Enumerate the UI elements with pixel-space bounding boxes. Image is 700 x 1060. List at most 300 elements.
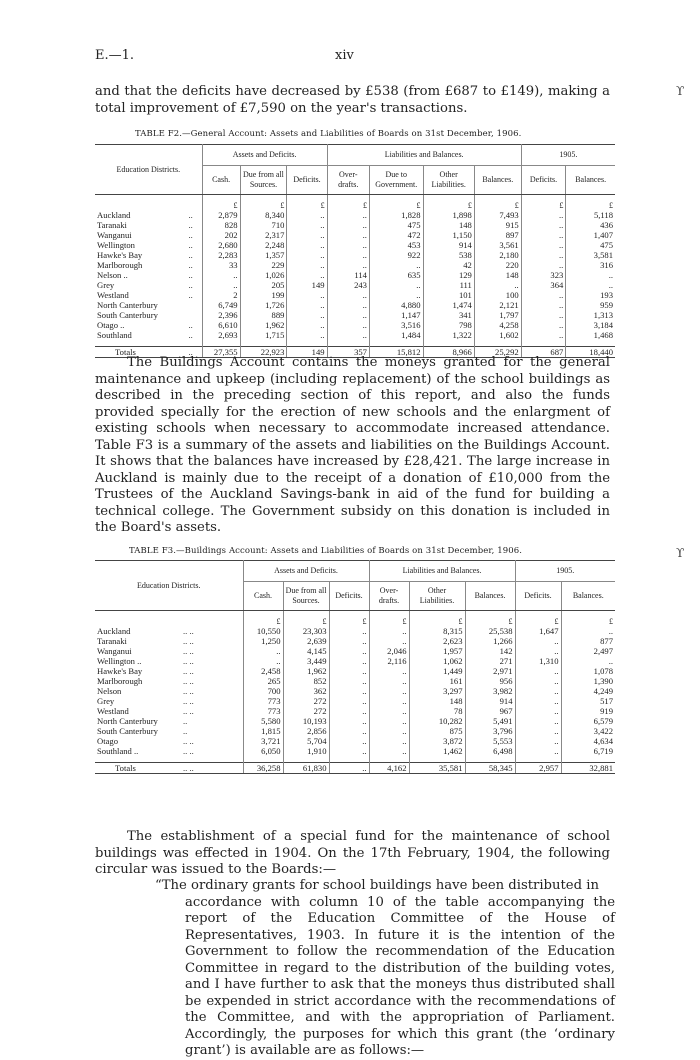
table-f3-value-cell: 6,719 [593,745,613,756]
table-f3-value-cell: 1,815 [243,726,283,736]
table-f2-leader-dots: .. [187,320,203,330]
table-f3-value-cell: 362 [283,686,329,696]
table-f3-col-cash: Cash. [243,581,283,610]
table-f2-leader-dots: .. [187,330,203,347]
table-f3-district-name: Westland [97,705,129,716]
table-f3-value-cell: 5,580 [243,716,283,726]
table-f2-value-cell: 1,468 [593,329,613,340]
table-f2-total-cell: 687 [521,346,566,357]
table-f2-1905-header: 1905. [521,145,615,166]
table-f3-leader-dots: .. .. [181,636,243,646]
table-f2-unit-cell: £ [609,200,613,210]
table-f3-value-cell: 1,062 [409,656,465,666]
table-f3-col-1905-deficits: Deficits. [515,581,561,610]
table-f2-value-cell: 635 [369,270,423,280]
table-f2-total-cell: 357 [327,346,369,357]
table-f2-value-cell: 1,484 [369,330,423,347]
table-f3-value-cell: 3,422 [593,725,613,736]
table-f2-value-cell: 2,121 [474,300,521,310]
table-f2-value-cell: .. [521,230,566,240]
table-f3-value-cell: .. [329,666,369,676]
table-f3-total-cell: 2,957 [515,762,561,773]
table-f3-value-cell: 161 [409,676,465,686]
table-f2-value-cell: 2,693 [202,330,240,347]
table-f3-value-cell: 23,303 [283,626,329,636]
table-f2-district-name: Hawke's Bay [97,249,143,260]
table-f2-value-cell: .. [327,230,369,240]
table-f2-value-cell: 1,026 [240,270,287,280]
table-f3-row [95,676,615,686]
table-f3-value-cell: .. [329,626,369,636]
table-f2-unit-cell: £ [369,194,423,210]
table-f2-value-cell: 3,184 [593,319,613,330]
table-f3-value-cell: .. [515,736,561,746]
table-f2-value-cell: .. [327,330,369,347]
table-f2-value-cell: 42 [423,260,474,270]
table-f2-value-cell: 220 [474,260,521,270]
table-f2-unit-cell: £ [287,194,327,210]
table-f3-value-cell: 914 [465,696,515,706]
table-f3-leader-dots: .. .. [181,706,243,716]
table-f2-district-name: Wellington [97,239,135,250]
table-f2-value-cell: 1,828 [369,210,423,220]
table-f2-value-cell: 6,610 [202,320,240,330]
table-f2-row [95,330,615,347]
table-f2-value-cell: .. [327,210,369,220]
table-f3-value-cell: .. [369,666,409,676]
table-f3-value-cell: 1,266 [465,636,515,646]
table-f2-value-cell: 2 [202,290,240,300]
table-f2-value-cell: .. [369,290,423,300]
table-f3-value-cell: 773 [243,706,283,716]
table-f2-value-cell: 897 [474,230,521,240]
table-f2-value-cell: 4,880 [369,300,423,310]
table-f2-row [95,290,615,300]
table-f3-unit-cell: £ [329,610,369,626]
table-f2-value-cell: 101 [423,290,474,300]
table-f3-value-cell: 956 [465,676,515,686]
circular-quote [95,878,615,1060]
table-f3-leader-dots: .. .. [181,666,243,676]
table-f2-value-cell: .. [521,310,566,320]
table-f3-leader-dots: .. .. [181,626,243,636]
table-f3-value-cell: 2,856 [283,726,329,736]
table-f3-value-cell: 271 [465,656,515,666]
table-f2-row [95,250,615,260]
table-f3-value-cell: .. [515,676,561,686]
table-f2-value-cell: .. [202,280,240,290]
table-f2-value-cell: 889 [240,310,287,320]
table-f2-liabilities-header: Liabilities and Balances. [327,145,521,166]
table-f3-row [95,626,615,636]
table-f2-totals-dots: .. [187,346,203,357]
table-f2-value-cell: .. [287,230,327,240]
table-f3-col-overdrafts: Over-drafts. [369,581,409,610]
table-f2-row [95,310,615,320]
table-f3-value-cell: 1,310 [515,656,561,666]
table-f3-unit-cell: £ [283,610,329,626]
table-f3-total-cell: 32,881 [561,762,615,773]
table-f3-value-cell: 6,579 [593,715,613,726]
table-f3-value-cell: .. [329,726,369,736]
table-f3-value-cell: .. [515,646,561,656]
table-f2-value-cell: .. [287,220,327,230]
table-f3-value-cell: 10,193 [283,716,329,726]
table-f2-row [95,270,615,280]
table-f2-leader-dots: .. [187,240,203,250]
table-f2-value-cell: .. [327,290,369,300]
table-f2-value-cell: 7,493 [474,210,521,220]
table-f3-value-cell: .. [329,736,369,746]
table-f3-value-cell: .. [329,706,369,716]
table-f2-unit-cell: £ [474,194,521,210]
table-f3-leader-dots: .. .. [181,736,243,746]
table-f3-value-cell: .. [369,636,409,646]
table-f3-value-cell: 2,971 [465,666,515,676]
table-f2-leader-dots [187,310,203,320]
table-f2-value-cell: .. [327,260,369,270]
table-f3-total-cell: 35,581 [409,762,465,773]
table-f3-value-cell: .. [329,686,369,696]
table-f2-value-cell: .. [287,300,327,310]
table-f3-leader-dots: .. [181,716,243,726]
table-f2-value-cell: 193 [600,289,613,300]
table-f3-unit-cell: £ [609,616,613,626]
table-f2-value-cell: 1,357 [240,250,287,260]
table-f2-col-due-to-govt: Due to Government. [369,165,423,194]
table-f3-unit-cell: £ [515,610,561,626]
table-f2-value-cell: 922 [369,250,423,260]
table-f2-caption: TABLE F2.—General Account: Assets and Liabilities of Boards on 31st December, 1906. [135,129,522,139]
table-f3-value-cell: 773 [243,696,283,706]
table-f2-value-cell: 3,581 [593,249,613,260]
table-f2-value-cell: 229 [240,260,287,270]
table-f2-value-cell: 475 [369,220,423,230]
table-f3-row [95,686,615,696]
table-f2-row [95,280,615,290]
table-f3-district-name: South Canterbury [97,725,158,736]
table-f2-value-cell: 3,561 [474,240,521,250]
table-f2-value-cell: 436 [600,219,613,230]
table-f2-leader-dots: .. [187,270,203,280]
table-f2-row [95,300,615,310]
table-f3-unit-cell: £ [409,610,465,626]
table-f3-value-cell: .. [369,696,409,706]
table-f3-unit-cell: £ [369,610,409,626]
table-f3-value-cell: 2,458 [243,666,283,676]
table-f2-value-cell: 1,602 [474,330,521,347]
table-f2-value-cell: 243 [327,280,369,290]
table-f2-district-name: South Canterbury [97,309,158,320]
table-f2-value-cell: 2,396 [202,310,240,320]
table-f3-value-cell: 2,623 [409,636,465,646]
table-f3-value-cell: 2,116 [369,656,409,666]
table-f3-value-cell: 2,639 [283,636,329,646]
table-f3-value-cell: .. [329,676,369,686]
table-f3-col-other-liabilities: Other Liabilities. [409,581,465,610]
table-f2-total-cell: 27,355 [202,346,240,357]
table-f2-value-cell: 199 [240,290,287,300]
table-f2-value-cell: .. [327,250,369,260]
table-f2-value-cell: .. [287,250,327,260]
table-f3-value-cell: 700 [243,686,283,696]
table-f3-col-1905-balances: Balances. [561,581,615,610]
table-f3-district-name: Wanganui [97,645,132,656]
table-f3-value-cell: 3,297 [409,686,465,696]
table-f2-leader-dots: .. [187,290,203,300]
table-f3-value-cell: 5,553 [465,736,515,746]
table-f3-col-deficits: Deficits. [329,581,369,610]
table-f2-leader-dots: .. [187,220,203,230]
table-f2-value-cell: .. [327,320,369,330]
table-f3-unit-cell: £ [465,610,515,626]
table-f2-value-cell: .. [287,320,327,330]
table-f2-value-cell: .. [521,250,566,260]
intro-text: and that the deficits have decreased by £538 (from £687 to £149), making a total improvement of £7,590 on the year's transactions. [95,84,610,116]
table-f3-value-cell: 919 [600,705,613,716]
table-f2-col-deficits: Deficits. [287,165,327,194]
table-f2-value-cell: .. [287,240,327,250]
table-f3-row [95,706,615,716]
table-f3-total-cell: 61,830 [283,762,329,773]
table-f2-value-cell: .. [608,279,613,290]
table-f2-row [95,220,615,230]
table-f2-value-cell: .. [369,280,423,290]
table-f3-value-cell: .. [243,646,283,656]
table-f2-value-cell: 2,248 [240,240,287,250]
table-f3-value-cell: .. [369,686,409,696]
table-f2-value-cell: 205 [240,280,287,290]
table-f2-leader-dots [187,300,203,310]
table-f2-district-name: Marlborough [97,259,143,270]
table-f2-value-cell: 453 [369,240,423,250]
table-f3-value-cell: 4,249 [593,685,613,696]
table-f3-value-cell: 1,390 [593,675,613,686]
table-f3-leader-dots: .. .. [181,746,243,763]
table-f3-leader-dots: .. [181,726,243,736]
table-f2-value-cell: 202 [202,230,240,240]
table-f2-value-cell: 323 [521,270,566,280]
table-f2-value-cell: 111 [423,280,474,290]
margin-mark: ϒ [676,546,685,560]
table-f3-value-cell: 1,449 [409,666,465,676]
table-f2-value-cell: 914 [423,240,474,250]
table-f2-value-cell: .. [327,220,369,230]
table-f3-value-cell: 1,962 [283,666,329,676]
table-f3-caption: TABLE F3.—Buildings Account: Assets and Liabilities of Boards on 31st December, 1906. [129,546,523,556]
table-f3-value-cell: 967 [465,706,515,716]
table-f2-row [95,320,615,330]
table-f2-district-name: Wanganui [97,229,132,240]
table-f2-value-cell: 2,283 [202,250,240,260]
table-f2-district-name: Otago .. [97,319,125,330]
table-f2-unit-cell: £ [240,194,287,210]
table-f3-row [95,666,615,676]
table-f2-col-other-liabilities: Other Liabilities. [423,165,474,194]
table-f2-value-cell: .. [287,310,327,320]
fund-paragraph [95,829,610,879]
margin-mark: ϒ [676,84,685,98]
table-f3-value-cell: 1,910 [283,746,329,763]
table-f2-value-cell: 129 [423,270,474,280]
table-f2-value-cell: 2,879 [202,210,240,220]
page-reference: E.—1. [95,48,135,63]
table-f3-value-cell: .. [369,706,409,716]
table-f3-value-cell: .. [329,696,369,706]
table-f3-row [95,646,615,656]
table-f3-district-name: Wellington .. [97,655,142,666]
table-f2-value-cell: 472 [369,230,423,240]
table-f2-value-cell: .. [521,290,566,300]
table-f2-col-1905-balances: Balances. [566,165,615,194]
table-f3-value-cell: .. [369,676,409,686]
table-f2-total-cell: 8,966 [423,346,474,357]
table-f2-value-cell: 364 [521,280,566,290]
table-f2-unit-cell: £ [423,194,474,210]
table-f3-value-cell: 1,250 [243,636,283,646]
table-f3-row [95,636,615,646]
table-f3-value-cell: 272 [283,706,329,716]
table-f3-value-cell: 3,982 [465,686,515,696]
table-f2-district-name: Westland [97,289,129,300]
table-f3-col-due-from: Due from all Sources. [283,581,329,610]
table-f3-value-cell: 142 [465,646,515,656]
table-f3-value-cell: .. [329,716,369,726]
table-f2-leader-dots: .. [187,260,203,270]
buildings-paragraph [95,355,610,537]
table-f3-value-cell: 2,046 [369,646,409,656]
table-f3-value-cell: .. [515,666,561,676]
table-f3-value-cell: 1,647 [515,626,561,636]
table-f2-value-cell: 6,749 [202,300,240,310]
table-f2-totals-label: Totals [95,346,187,357]
table-f2-value-cell: .. [521,320,566,330]
table-f3-value-cell: 1,957 [409,646,465,656]
table-f3-district-name: Nelson [97,685,122,696]
table-f2-value-cell: 114 [327,270,369,280]
table-f3-value-cell: 1,078 [593,665,613,676]
table-f3-leader-dots: .. .. [181,646,243,656]
table-f3-district-name: Hawke's Bay [97,665,143,676]
table-f2-district-name: Southland [97,329,132,340]
table-f2-value-cell: .. [202,270,240,280]
table-f2-value-cell: .. [369,260,423,270]
table-f3-leader-dots: .. .. [181,656,243,666]
intro-paragraph [95,84,610,117]
table-f2-value-cell: .. [327,300,369,310]
table-f2-value-cell: 2,680 [202,240,240,250]
table-f3-row [95,656,615,666]
table-f3-value-cell: 852 [283,676,329,686]
table-f2-value-cell: 341 [423,310,474,320]
table-f2-value-cell: 148 [474,270,521,280]
table-f2-value-cell: .. [521,220,566,230]
table-f2-district-name: Taranaki [97,219,127,230]
table-f3-row [95,696,615,706]
table-f3-value-cell: .. [515,726,561,736]
table-f2-value-cell: .. [474,280,521,290]
table-f2-value-cell: 148 [423,220,474,230]
table-f3-unit-cell: £ [243,610,283,626]
table-f3-value-cell: 6,498 [465,746,515,763]
table-f3-district-name: North Canterbury [97,715,158,726]
table-f2-value-cell: 798 [423,320,474,330]
table-f2-value-cell: .. [521,330,566,347]
table-f3-value-cell: .. [515,716,561,726]
table-f3-value-cell: .. [608,625,613,636]
table-f3-value-cell: .. [329,646,369,656]
table-f3-row [95,716,615,726]
table-f2-value-cell: .. [287,330,327,347]
table-f2-value-cell: .. [521,260,566,270]
table-f2-col-1905-deficits: Deficits. [521,165,566,194]
table-f2-value-cell: 828 [202,220,240,230]
table-f2-value-cell: 8,340 [240,210,287,220]
table-f3-unit-row [95,610,615,626]
table-f2-value-cell: 1,797 [474,310,521,320]
table-f2-value-cell: .. [287,290,327,300]
table-f3-value-cell: 25,538 [465,626,515,636]
table-f2-col-due-from: Due from all Sources. [240,165,287,194]
table-f3-value-cell: .. [243,656,283,666]
table-f3-value-cell: 5,491 [465,716,515,726]
table-f3-value-cell: .. [369,716,409,726]
fund-text: The establishment of a special fund for the maintenance of school buildings was effected in 1904. On the 17th February, 1904, the following circular was issued to the Boards:— [95,829,610,877]
table-f2-value-cell: 2,180 [474,250,521,260]
table-f2-value-cell: 1,313 [593,309,613,320]
table-f3-value-cell: 6,050 [243,746,283,763]
table-f2-district-name: Nelson .. [97,269,128,280]
table-f3-value-cell: 272 [283,696,329,706]
table-f3-total-cell: 58,345 [465,762,515,773]
table-f2-unit-cell: £ [327,194,369,210]
table-f3-value-cell: 3,796 [465,726,515,736]
table-f3-district-name: Otago [97,735,119,746]
table-f3-totals-dots: .. .. [181,762,243,773]
table-f2-district-name: North Canterbury [97,299,158,310]
table-f3-value-cell: 3,721 [243,736,283,746]
table-f3-value-cell: .. [515,696,561,706]
table-f2-value-cell: .. [521,210,566,220]
table-f3-district-name: Grey [97,695,115,706]
table-f3 [95,560,615,774]
table-f2-value-cell: 33 [202,260,240,270]
table-f2-total-cell: 25,292 [474,346,521,357]
table-f2-value-cell: 1,147 [369,310,423,320]
table-f2-value-cell: 710 [240,220,287,230]
table-f2 [95,144,615,358]
buildings-text: The Buildings Account contains the moneys granted for the general maintenance and upkeep (including replacement) of the school buildings as described in the preceding section of this report, and also the funds provided specially for the erection of new schools and the enlargment of existing schools when necessary to accommodate increased attendance. Table F3 is a summary of the assets and liabilities on the Buildings Account. It shows that the balances have increased by £28,421. The large increase in Auckland is mainly due to the receipt of a donation of £10,000 from the Trustees of the Auckland Savings-bank in aid of the fund for building a technical college. The Government subsidy on this donation is included in the Board's assets. [95,355,610,535]
table-f3-district-name: Auckland [97,625,131,636]
table-f3-value-cell: 877 [600,635,613,646]
table-f3-unit-spacer [95,610,243,626]
table-f3-value-cell: 10,282 [409,716,465,726]
table-f3-district-header: Education Districts. [95,561,243,611]
table-f2-value-cell: 1,962 [240,320,287,330]
table-f2-value-cell: 1,726 [240,300,287,310]
table-f2-value-cell: 538 [423,250,474,260]
table-f3-leader-dots: .. .. [181,686,243,696]
table-f2-total-cell: 22,923 [240,346,287,357]
table-f2-value-cell: 1,898 [423,210,474,220]
table-f2-value-cell: 4,258 [474,320,521,330]
table-f2-value-cell: 100 [474,290,521,300]
quote-body: accordance with column 10 of the table accompanying the report of the Education Committee of the House of Representatives, 1903. In future it is the intention of the Government to follow the recommendation of the Education Committee in regard to the distribution of the building votes, and I have further to ask that the moneys thus distributed shall be expended in strict accordance with the recommendations of the Committee, and with the appropriation of Parliament. Accordingly, the purposes for which this grant (the ‘ordinary grant’) is available are as follows:— [185,894,615,1058]
table-f3-value-cell: 10,550 [243,626,283,636]
table-f2-value-cell: 1,407 [593,229,613,240]
table-f2-value-cell: 1,322 [423,330,474,347]
table-f2-col-cash: Cash. [202,165,240,194]
